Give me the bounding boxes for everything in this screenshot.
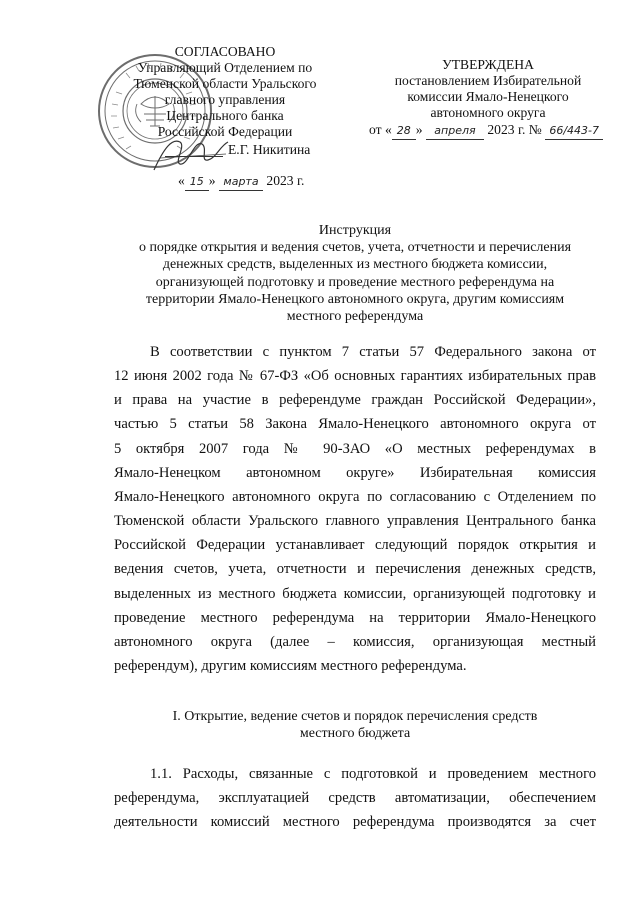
signature-line (165, 156, 223, 157)
title-line-4: организующей подготовку и проведение местного референдума на (155, 274, 555, 290)
date-year: 2023 г. (266, 173, 305, 188)
approval-left-line-2: Тюменской области Уральского (133, 76, 317, 91)
approval-left-line-5: Российской Федерации (157, 124, 293, 139)
preamble-line-5: 5 октября 2007 года № 90-ЗАО «О местных референдумах в (114, 441, 596, 457)
date-open-quote: « (178, 173, 185, 188)
section-heading-line-2: местного бюджета (299, 726, 411, 742)
date-day-handwritten: 28 (392, 123, 416, 140)
preamble-line-11: выделенных из местного бюджета комиссии, организующей подготовку и (114, 586, 596, 602)
approval-left-line-1: Управляющий Отделением по (137, 60, 313, 75)
section-line-2: референдума, эксплуатацией средств автоматизации, обеспечением (114, 790, 596, 806)
approval-left-signer: Е.Г. Никитина (228, 142, 311, 157)
approval-right-line-1: постановлением Избирательной (394, 73, 582, 88)
approval-left-line-3: главного управления (164, 92, 286, 107)
preamble-line-9: Российской Федерации устанавливает следующий порядок открытия и (114, 537, 596, 553)
date-month-handwritten: апреля (426, 123, 484, 140)
approval-right-heading: УТВЕРЖДЕНА (442, 57, 534, 72)
title-line-5: территории Ямало-Ненецкого автономного округа, другим комиссиям (145, 291, 565, 307)
approval-left-line-4: Центрального банка (166, 108, 284, 123)
title-line-2: о порядке открытия и ведения счетов, учета, отчетности и перечисления (138, 240, 572, 256)
section-heading (100, 708, 610, 742)
date-year-number: 2023 г. № (487, 122, 542, 137)
preamble-line-14: референдум), другим комиссиям местного референдума. (114, 658, 467, 674)
approval-right-date (369, 122, 631, 140)
approval-right-line-2: комиссии Ямало-Ненецкого (407, 89, 569, 104)
title-line-6: местного референдума (286, 309, 424, 325)
preamble-line-2: 12 июня 2002 года № 67-ФЗ «Об основных гарантиях избирательных прав (114, 368, 596, 384)
section-line-1: 1.1. Расходы, связанные с подготовкой и проведением местного (150, 766, 596, 782)
handwritten-signature (150, 128, 232, 178)
section-heading-line-1: I. Открытие, ведение счетов и порядок перечисления средств (172, 709, 538, 724)
approval-left-heading: СОГЛАСОВАНО (174, 44, 276, 59)
preamble-line-8: Тюменской области Уральского главного управления Центрального банка (114, 513, 596, 529)
preamble-line-10: ведения счетов, учета, отчетности и перечисления денежных средств, (114, 561, 596, 577)
approval-right-line-3: автономного округа (430, 105, 546, 120)
preamble-line-12: проведение местного референдума на территории Ямало-Ненецкого (114, 610, 596, 626)
preamble-line-7: Ямало-Ненецкого автономного округа по согласованию с Отделением по (114, 489, 596, 505)
title-line-3: денежных средств, выделенных из местного бюджета комиссии, (162, 257, 548, 273)
decree-number-handwritten: 66/443-7 (545, 123, 603, 140)
title-line-1: Инструкция (318, 223, 392, 238)
date-month-handwritten: марта (219, 174, 263, 191)
date-close-quote: » (208, 173, 216, 188)
section-line-3: деятельности комиссий местного референдума производятся за счет (114, 814, 596, 830)
date-day-handwritten: 15 (185, 174, 209, 191)
preamble-line-4: частью 5 статьи 58 Закона Ямало-Ненецкого автономного округа от (114, 416, 596, 432)
approval-left-date (178, 173, 338, 191)
document-title (100, 222, 610, 325)
preamble-line-1: В соответствии с пунктом 7 статьи 57 Федерального закона от (150, 344, 596, 360)
date-close-quote: » (415, 122, 423, 137)
preamble-line-3: и права на участие в референдуме граждан Российской Федерации», (114, 392, 596, 408)
preamble-line-6: Ямало-Ненецком автономном округе» Избирательная комиссия (114, 465, 596, 481)
preamble-line-13: автономного округа (далее – комиссия, организующая местный (114, 634, 596, 650)
date-prefix: от « (369, 122, 392, 137)
